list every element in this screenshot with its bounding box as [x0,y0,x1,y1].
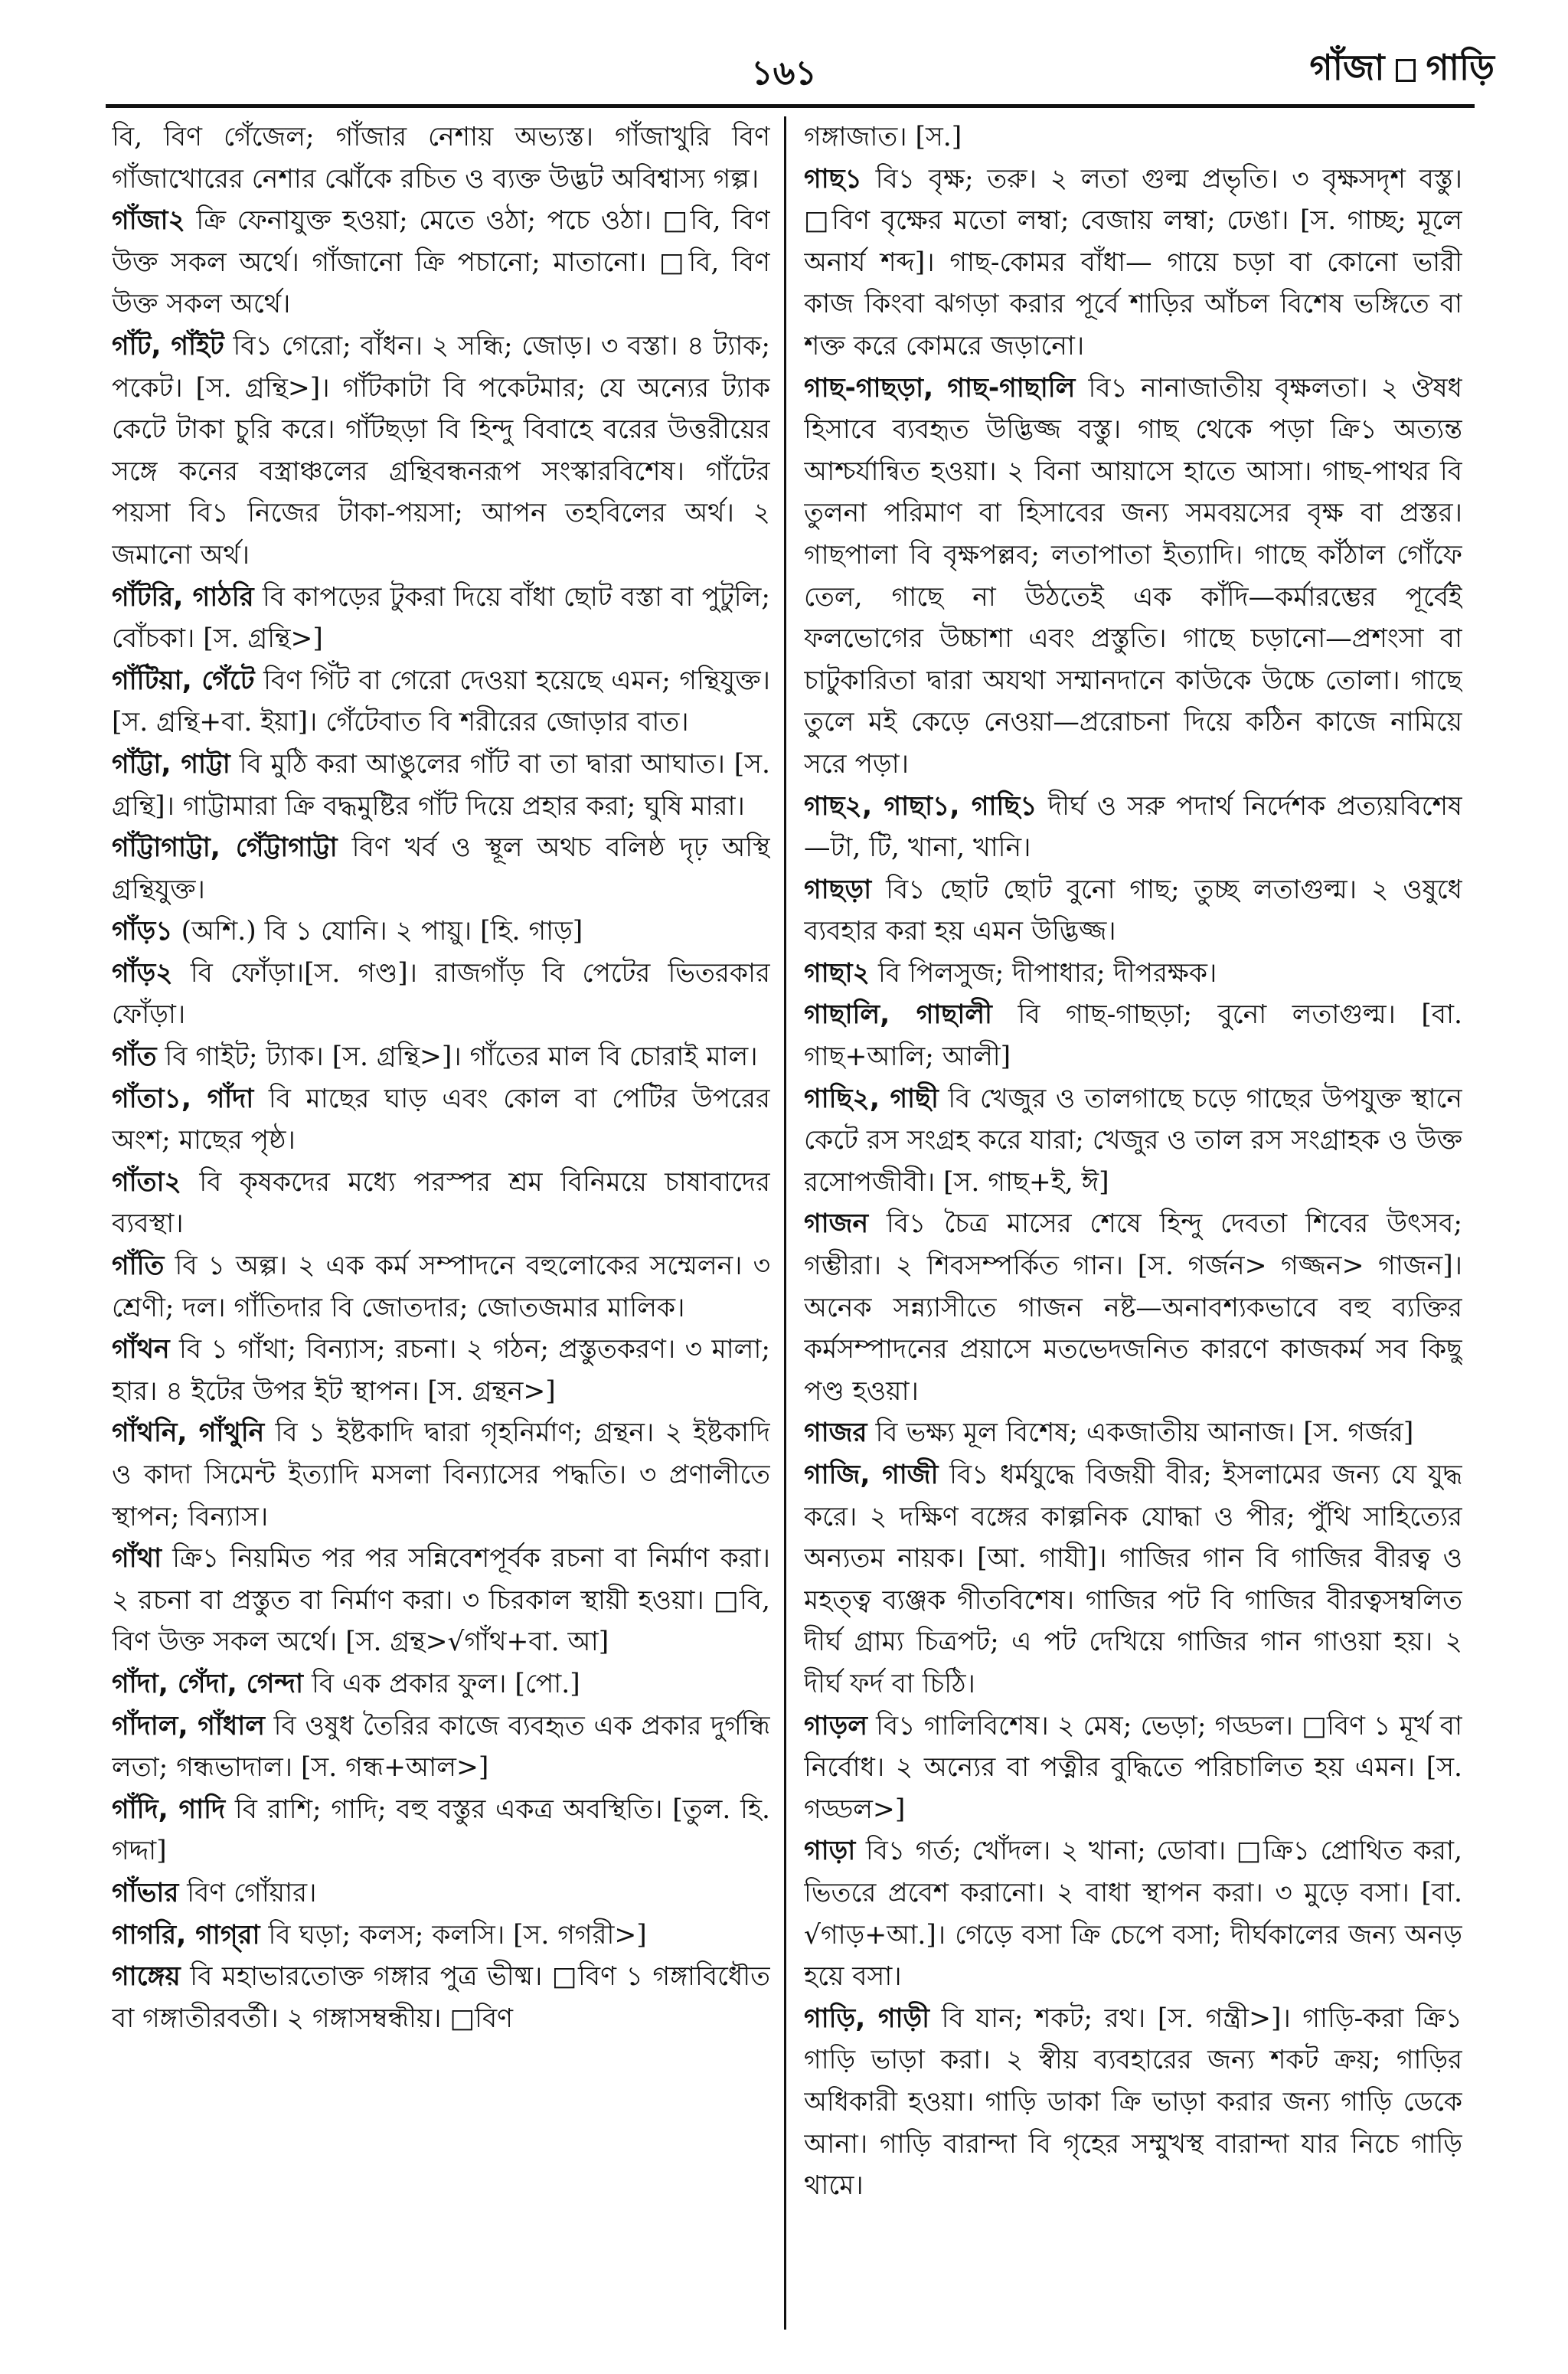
entry-definition: বি১ ছোট ছোট বুনো গাছ; তুচ্ছ লতাগুল্ম। ২ ওষুধে ব্যবহার করা হয় এমন উদ্ভিজ্জ। [804,874,1462,947]
dictionary-entry [804,786,1462,869]
entry-definition: বি গাইট; ট্যাক। [স. গ্রন্থি>]। গাঁতের মাল বি চোরাই মাল। [165,1041,758,1073]
entry-definition: বি১ ধর্মযুদ্ধে বিজয়ী বীর; ইসলামের জন্য যে যুদ্ধ করে। ২ দক্ষিণ বঙ্গের কাল্পনিক যোদ্ধা ও পীর; পুঁথি সাহিত্যের অন্যতম নায়ক। [আ. গাযী]। গাজির গান বি গাজির বীরত্ব ও মহত্ত্ব ব্যঞ্জক গীতবিশেষ। গাজির পট বি গাজির বীরত্বসম্বলিত দীর্ঘ গ্রাম্য চিত্রপট; এ পট দেখিয়ে গাজির গান গাওয়া হয়। ২ দীর্ঘ ফর্দ বা চিঠি। [804,1460,1462,1699]
dictionary-entry [112,744,770,827]
dictionary-entry [112,1705,770,1789]
entry-definition: বি কৃষকদের মধ্যে পরস্পর শ্রম বিনিময়ে চাষাবাদের ব্যবস্থা। [112,1166,770,1240]
right-column [804,116,1462,2345]
entry-headword: গাঁদাল, গাঁধাল [112,1710,265,1741]
entry-definition: বি কাপড়ের টুকরা দিয়ে বাঁধা ছোট বস্তা বা পুটুলি; বোঁচকা। [স. গ্রন্থি>] [112,581,770,655]
dictionary-entry [112,1245,770,1329]
dictionary-entry [112,116,770,200]
entry-definition: বি খেজুর ও তালগাছে চড়ে গাছের উপযুক্ত স্থানে কেটে রস সংগ্রহ করে যারা; খেজুর ও তাল রস সংগ্রাহক ও উক্ত রসোপজীবী। [স. গাছ+ই, ঈ] [804,1083,1462,1198]
dictionary-entry [804,1078,1462,1204]
entry-headword: গাঁতা২ [112,1166,181,1198]
dictionary-entry [112,953,770,1036]
entry-definition: বি ফোঁড়া।[স. গণ্ড]। রাজগাঁড় বি পেটের ভিতরকার ফোঁড়া। [112,957,770,1031]
entry-definition: বি রাশি; গাদি; বহু বস্তুর একত্র অবস্থিতি। [তুল. হি. গদ্দা] [112,1794,770,1867]
entry-definition: বি ১ গাঁথা; বিন্যাস; রচনা। ২ গঠন; প্রস্তুতকরণ। ৩ মালা; হার। ৪ ইটের উপর ইট স্থাপন। [স. গ্রন্থন>] [112,1334,770,1407]
dictionary-entry [112,660,770,744]
entry-definition: বি১ গেরো; বাঁধন। ২ সন্ধি; জোড়। ৩ বস্তা। ৪ ট্যাক; পকেট। [স. গ্রন্থি>]। গাঁটকাটা বি পকেটমার; যে অন্যের ট্যাক কেটে টাকা চুরি করে। গাঁটছড়া বি হিন্দু বিবাহে বরের উত্তরীয়ের সঙ্গে কনের বস্ত্রাঞ্চলের গ্রন্থিবন্ধনরূপ সংস্কারবিশেষ। গাঁটের পয়সা বি১ নিজের টাকা-পয়সা; আপন তহবিলের অর্থ। ২ জমানো অর্থ। [112,330,770,571]
entry-headword: গাঁটিয়া, গেঁটে [112,665,255,696]
entry-definition: গঙ্গাজাত। [স.] [804,122,962,152]
left-column [112,116,770,2345]
dictionary-entry [804,1203,1462,1412]
dictionary-entry [112,1162,770,1245]
dictionary-entry [112,325,770,577]
entry-headword: গাঁটরি, গাঠরি [112,581,254,613]
entry-headword: গাঁথা [112,1543,162,1574]
entry-definition: বি১ গর্ত; খোঁদল। ২ খানা; ডোবা। □ক্রি১ প্রোথিত করা, ভিতরে প্রবেশ করানো। ২ বাধা স্থাপন করা। ৩ মুড়ে বসা। [বা. √গাড়+আ.]। গেড়ে বসা ক্রি চেপে বসা; দীর্ঘকালের জন্য অনড় হয়ে বসা। [804,1836,1462,1993]
entry-definition: বি ওষুধ তৈরির কাজে ব্যবহৃত এক প্রকার দুর্গন্ধি লতা; গন্ধভাদাল। [স. গন্ধ+আল>] [112,1710,770,1784]
dictionary-entry [112,1915,770,1957]
entry-headword: গাঁট্টাগাট্টা, গেঁট্টাগাট্টা [112,832,338,864]
entry-definition: বিণ গোঁয়ার। [187,1877,317,1908]
entry-definition: বি গাছ-গাছড়া; বুনো লতাগুল্ম। [বা. গাছ+আলি; আলী] [804,999,1462,1073]
entry-headword: গাঁট, গাঁইট [112,330,224,361]
entry-definition: বি ভক্ষ্য মূল বিশেষ; একজাতীয় আনাজ। [স. গর্জর] [875,1418,1414,1449]
entry-definition: বি, বিণ গেঁজেল; গাঁজার নেশায় অভ্যস্ত। গাঁজাখুরি বিণ গাঁজাখোরের নেশার ঝোঁকে রচিত ও ব্যক্ত উদ্ভট অবিশ্বাস্য গল্প। [112,122,770,195]
entry-headword: গাছ-গাছড়া, গাছ-গাছালি [804,372,1076,404]
dictionary-entry [804,1412,1462,1454]
entry-definition: বি১ চৈত্র মাসের শেষে হিন্দু দেবতা শিবের উৎসব; গম্ভীরা। ২ শিবসম্পর্কিত গান। [স. গর্জন> গজ্জন> গাজন]। অনেক সন্ন্যাসীতে গাজন নষ্ট—অনাবশ্যকভাবে বহু ব্যক্তির কর্মসম্পাদনের প্রয়াসে মতভেদজনিত কারণে কাজকর্ম সব কিছু পণ্ড হওয়া। [804,1208,1462,1407]
guide-word-first: গাঁজা [1309,47,1385,88]
entry-headword: গাঁদি, গাদি [112,1794,226,1825]
entry-headword: গাড়ল [804,1710,867,1741]
entry-headword: গাঁত [112,1041,157,1073]
entry-headword: গাঁথন [112,1334,170,1365]
entry-headword: গাছা২ [804,957,870,989]
entry-definition: বিণ খর্ব ও স্থূল অথচ বলিষ্ঠ দৃঢ় অস্থি গ্রন্থিযুক্ত। [112,832,770,905]
dictionary-entry [112,577,770,660]
entry-headword: গাছ১ [804,163,862,195]
dictionary-entry [112,1663,770,1705]
entry-headword: গাঁজা২ [112,205,185,237]
entry-headword: গাছ২, গাছা১, গাছি১ [804,790,1037,822]
dictionary-entry [804,368,1462,786]
dictionary-entry [112,911,770,953]
entry-definition: বিণ গিঁট বা গেরো দেওয়া হয়েছে এমন; গন্থিযুক্ত। [স. গ্রন্থি+বা. ইয়া]। গেঁটেবাত বি শরীরের জোড়ার বাত। [112,665,770,738]
dictionary-entry [112,1412,770,1538]
entry-definition: বি১ বৃক্ষ; তরু। ২ লতা গুল্ম প্রভৃতি। ৩ বৃক্ষসদৃশ বস্তু। □বিণ বৃক্ষের মতো লম্বা; বেজায় লম্বা; ঢেঙা। [স. গাচ্ছ; মূলে অনার্য শব্দ]। গাছ-কোমর বাঁধা— গায়ে চড়া বা কোনো ভারী কাজ কিংবা ঝগড়া করার পূর্বে শাড়ির আঁচল বিশেষ ভঙ্গিতে বা শক্ত করে কোমরে জড়ানো। [804,163,1462,361]
dictionary-entry [804,869,1462,953]
entry-headword: গাজি, গাজী [804,1460,939,1490]
dictionary-entry [112,827,770,911]
entry-headword: গাঁট্টা, গাট্টা [112,748,230,780]
entry-definition: বি মাছের ঘাড় এবং কোল বা পেটির উপরের অংশ; মাছের পৃষ্ঠ। [112,1083,770,1156]
entry-headword: গাঁথনি, গাঁথুনি [112,1418,265,1449]
entry-definition: ক্রি১ নিয়মিত পর পর সন্নিবেশপূর্বক রচনা বা নির্মাণ করা। ২ রচনা বা প্রস্তুত বা নির্মাণ করা। ৩ চিরকাল স্থায়ী হওয়া। □বি, বিণ উক্ত সকল অর্থে। [স. গ্রন্থ>√গাঁথ+বা. আ] [112,1543,770,1658]
guide-words [1310,41,1494,100]
entry-headword: গাঁদা, গেঁদা, গেন্দা [112,1668,304,1699]
dictionary-entry [112,1538,770,1663]
dictionary-entry [804,159,1462,368]
dictionary-entry [112,1956,770,2039]
dictionary-entry [112,1329,770,1412]
guide-word-last: গাড়ি [1426,47,1494,88]
entry-headword: গাছড়া [804,874,872,905]
entry-headword: গাঁভার [112,1877,179,1908]
dictionary-entry [804,1705,1462,1831]
column-divider [784,116,786,2330]
entry-headword: গাড়ি, গাড়ী [804,2003,929,2034]
dictionary-entry [804,1998,1462,2207]
dictionary-entry [112,1872,770,1915]
entry-definition: বি১ নানাজাতীয় বৃক্ষলতা। ২ ঔষধ হিসাবে ব্যবহৃত উদ্ভিজ্জ বস্তু। গাছ থেকে পড়া ক্রি১ অত্যন্ত আশ্চর্যান্বিত হওয়া। ২ বিনা আয়াসে হাতে আসা। গাছ-পাথর বি তুলনা পরিমাণ বা হিসাবের জন্য সমবয়সের বৃক্ষ বা প্রস্তর। গাছপালা বি বৃক্ষপল্লব; লতাপাতা ইত্যাদি। গাছে কাঁঠাল গোঁফে তেল, গাছে না উঠতেই এক কাঁদি—কর্মারম্ভের পূর্বেই ফলভোগের উচ্চাশা এবং প্রস্তুতি। গাছে চড়ানো—প্রশংসা বা চাটুকারিতা দ্বারা অযথা সম্মানদানে কাউকে উচ্চে তোলা। গাছে তুলে মই কেড়ে নেওয়া—প্ররোচনা দিয়ে কঠিন কাজে নামিয়ে সরে পড়া। [804,372,1462,780]
page-number: ১৬১ [751,54,817,93]
dictionary-entry [804,953,1462,995]
entry-headword: গাজন [804,1208,869,1240]
entry-headword: গাঁতি [112,1251,165,1282]
dictionary-entry [804,116,1462,159]
dictionary-entry [804,994,1462,1077]
entry-definition: বি এক প্রকার ফুল। [পো.] [311,1668,580,1699]
entry-headword: গাঁতা১, গাঁদা [112,1083,254,1114]
entry-definition: বি ঘড়া; কলস; কলসি। [স. গগরী>] [268,1919,647,1951]
dictionary-entry [112,1789,770,1872]
entry-headword: গাঁড়১ [112,916,173,947]
entry-headword: গাছি২, গাছী [804,1083,939,1114]
entry-definition: ক্রি ফেনাযুক্ত হওয়া; মেতে ওঠা; পচে ওঠা। □বি, বিণ উক্ত সকল অর্থে। গাঁজানো ক্রি পচানো; মাতানো। □বি, বিণ উক্ত সকল অর্থে। [112,205,770,320]
dictionary-entry [112,1036,770,1078]
entry-headword: গাজর [804,1418,867,1449]
entry-definition: (অশি.) বি ১ যোনি। ২ পায়ু। [হি. গাড়] [181,916,583,947]
entry-definition: বি ১ ইষ্টকাদি দ্বারা গৃহনির্মাণ; গ্রন্থন। ২ ইষ্টকাদি ও কাদা সিমেন্ট ইত্যাদি মসলা বিন্যাসের পদ্ধতি। ৩ প্রণালীতে স্থাপন; বিন্যাস। [112,1418,770,1532]
entry-headword: গাগরি, গাগ্‌রা [112,1919,260,1951]
entry-headword: গাছালি, গাছালী [804,999,992,1031]
dictionary-entry [804,1454,1462,1705]
entry-headword: গাড়া [804,1836,856,1867]
entry-definition: দীর্ঘ ও সরু পদার্থ নির্দেশক প্রত্যয়বিশেষ—টা, টি, খানা, খানি। [804,790,1462,864]
entry-definition: বি ১ অল্প। ২ এক কর্ম সম্পাদনে বহুলোকের সম্মেলন। ৩ শ্রেণী; দল। গাঁতিদার বি জোতদার; জোতজমার মালিক। [112,1251,770,1323]
dictionary-entry [112,1078,770,1162]
header-rule [106,104,1475,108]
dictionary-entry [112,200,770,325]
entry-definition: বি পিলসুজ; দীপাধার; দীপরক্ষক। [877,957,1217,989]
entry-definition: বি যান; শকট; রথ। [স. গন্ত্রী>]। গাড়ি-করা ক্রি১ গাড়ি ভাড়া করা। ২ স্বীয় ব্যবহারের জন্য শকট ক্রয়; গাড়ির অধিকারী হওয়া। গাড়ি ডাকা ক্রি ভাড়া করার জন্য গাড়ি ডেকে আনা। গাড়ি বারান্দা বি গৃহের সম্মুখস্থ বারান্দা যার নিচে গাড়ি থামে। [804,2003,1462,2202]
entry-headword: গাঙ্গেয় [112,1961,181,1993]
dictionary-entry [804,1830,1462,1997]
entry-definition: বি১ গালিবিশেষ। ২ মেষ; ভেড়া; গড্ডল। □বিণ ১ মূর্খ বা নির্বোধ। ২ অন্যের বা পত্নীর বুদ্ধিতে পরিচালিত হয় এমন। [স. গড্ডল>] [804,1710,1462,1825]
box-separator-icon [1396,59,1416,82]
entry-definition: বি মুঠি করা আঙুলের গাঁট বা তা দ্বারা আঘাত। [স. গ্রন্থি]। গাট্টামারা ক্রি বদ্ধমুষ্টির গাঁট দিয়ে প্রহার করা; ঘুষি মারা। [112,748,770,822]
entry-definition: বি মহাভারতোক্ত গঙ্গার পুত্র ভীষ্ম। □বিণ ১ গঙ্গাবিধৌত বা গঙ্গাতীরবর্তী। ২ গঙ্গাসম্বন্ধীয়। □বিণ [112,1961,770,2034]
entry-headword: গাঁড়২ [112,957,173,989]
